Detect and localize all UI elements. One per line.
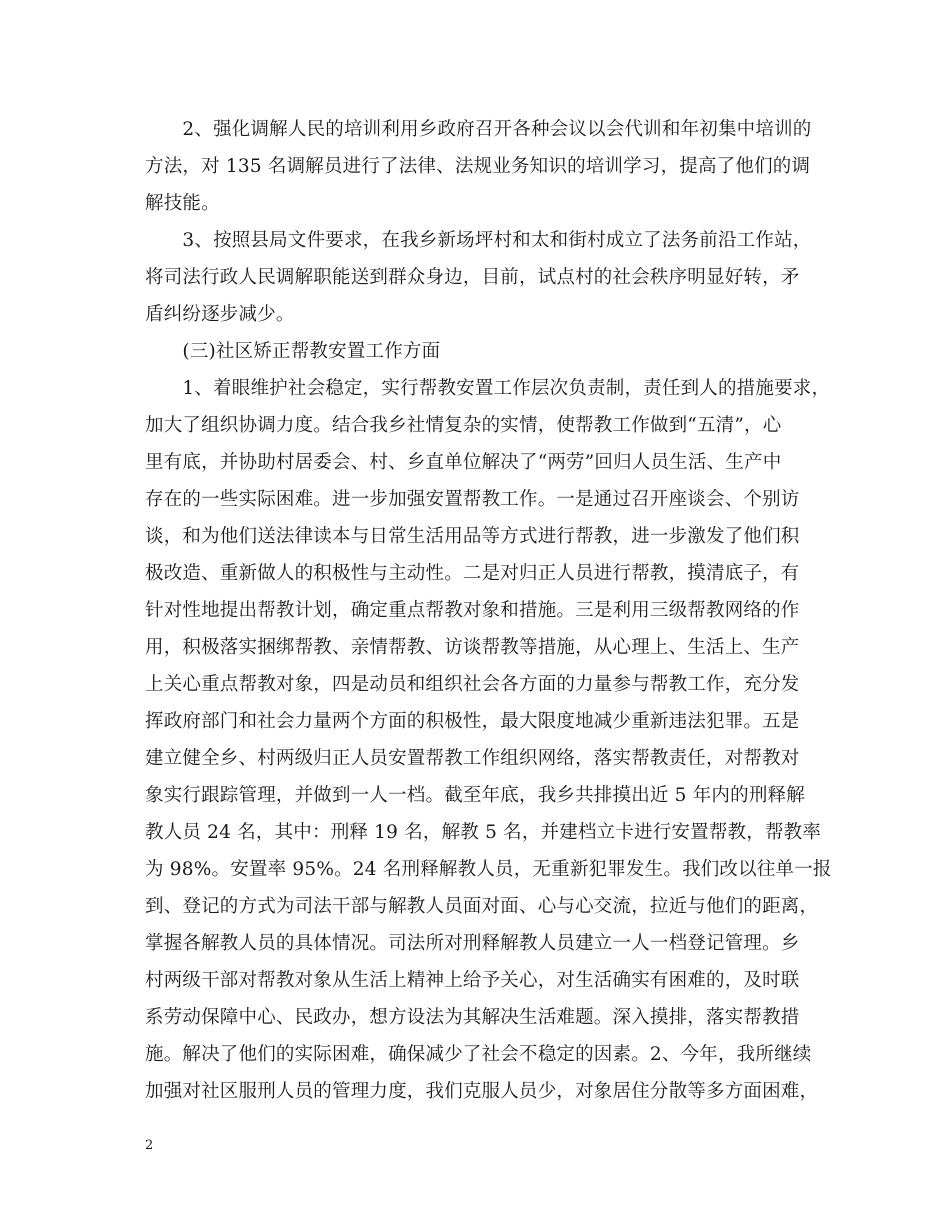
text-line: 极改造、重新做人的积极性与主动性。二是对归正人员进行帮教，摸清底子，有: [145, 563, 800, 584]
text-line: 建立健全乡、村两级归正人员安置帮教工作组织网络，落实帮教责任，对帮教对: [145, 748, 800, 769]
text-line: 盾纠纷逐步减少。: [145, 304, 295, 325]
text-line: 村两级干部对帮教对象从生活上精神上给予关心，对生活确实有困难的，及时联: [145, 970, 800, 991]
page-number: 2: [145, 1138, 154, 1153]
section-heading: (三)社区矫正帮教安置工作方面: [145, 341, 441, 362]
text-line: 3、按照县局文件要求，在我乡新场坪村和太和街村成立了法务前沿工作站，: [145, 230, 812, 251]
text-line: 挥政府部门和社会力量两个方面的积极性，最大限度地减少重新违法犯罪。五是: [145, 711, 800, 732]
text-line: 加强对社区服刑人员的管理力度，我们克服人员少，对象居住分散等多方面困难，: [145, 1081, 819, 1102]
text-line: 为 98%。安置率 95%。24 名刑释解教人员，无重新犯罪发生。我们改以往单一报: [145, 859, 832, 880]
text-line: 上关心重点帮教对象，四是动员和组织社会各方面的力量参与帮教工作，充分发: [145, 674, 800, 695]
text-line: 里有底，并协助村居委会、村、乡直单位解决了“两劳”回归人员生活、生产中: [145, 452, 782, 473]
text-line: 教人员 24 名，其中：刑释 19 名，解教 5 名，并建档立卡进行安置帮教，帮教率: [145, 822, 822, 843]
text-line: 将司法行政人民调解职能送到群众身边，目前，试点村的社会秩序明显好转，矛: [145, 267, 800, 288]
text-line: 1、着眼维护社会稳定，实行帮教安置工作层次负责制，责任到人的措施要求，: [145, 378, 831, 399]
text-line: 存在的一些实际困难。进一步加强安置帮教工作。一是通过召开座谈会、个别访: [145, 489, 800, 510]
text-line: 谈，和为他们送法律读本与日常生活用品等方式进行帮教，进一步激发了他们积: [145, 526, 800, 547]
text-line: 2、强化调解人民的培训利用乡政府召开各种会议以会代训和年初集中培训的: [145, 119, 812, 140]
text-line: 掌握各解教人员的具体情况。司法所对刑释解教人员建立一人一档登记管理。乡: [145, 933, 800, 954]
text-line: 方法，对 135 名调解员进行了法律、法规业务知识的培训学习，提高了他们的调: [145, 156, 811, 177]
text-line: 加大了组织协调力度。结合我乡社情复杂的实情，使帮教工作做到“五清”，心: [145, 415, 782, 436]
text-line: 施。解决了他们的实际困难，确保减少了社会不稳定的因素。2、今年，我所继续: [145, 1044, 812, 1065]
text-line: 用，积极落实捆绑帮教、亲情帮教、访谈帮教等措施，从心理上、生活上、生产: [145, 637, 800, 658]
text-line: 系劳动保障中心、民政办，想方设法为其解决生活难题。深入摸排，落实帮教措: [145, 1007, 800, 1028]
text-line: 到、登记的方式为司法干部与解教人员面对面、心与心交流，拉近与他们的距离，: [145, 896, 819, 917]
text-line: 象实行跟踪管理，并做到一人一档。截至年底，我乡共排摸出近 5 年内的刑释解: [145, 785, 805, 806]
text-line: 针对性地提出帮教计划，确定重点帮教对象和措施。三是利用三级帮教网络的作: [145, 600, 800, 621]
text-line: 解技能。: [145, 193, 220, 214]
